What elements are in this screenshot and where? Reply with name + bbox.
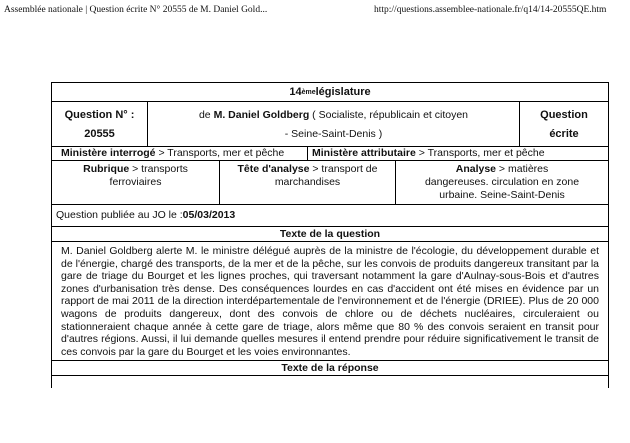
publication-row xyxy=(52,205,608,227)
page-header xyxy=(0,0,630,22)
analyse-label: Analyse xyxy=(455,163,497,175)
question-type-line2: écrite xyxy=(549,128,579,140)
legislature-row xyxy=(52,83,608,102)
ministere-interroge-value: > Transports, mer et pêche xyxy=(155,147,285,159)
question-author-cell xyxy=(148,102,520,146)
tete-analyse-label: Tête d'analyse xyxy=(237,163,310,175)
legislature-number: 14 xyxy=(289,86,302,98)
tete-analyse-value-2: marchandises xyxy=(274,176,341,188)
classification-row xyxy=(52,161,608,205)
analyse-value-1: > matières xyxy=(496,163,549,175)
question-number-cell xyxy=(52,102,148,146)
rubrique-value-1: > transports xyxy=(129,163,188,175)
tete-analyse-cell xyxy=(220,161,396,204)
question-document xyxy=(51,82,609,388)
ministere-attributaire xyxy=(308,147,608,160)
rubrique-cell xyxy=(52,161,220,204)
legislature-suffix: ème xyxy=(301,88,316,96)
author-name: M. Daniel Goldberg xyxy=(213,109,310,121)
ministries-row xyxy=(52,147,608,161)
ministere-attributaire-value: > Transports, mer et pêche xyxy=(415,147,545,159)
rubrique-value-2: ferroviaires xyxy=(109,176,162,188)
legislature-label: législature xyxy=(315,86,371,98)
response-body xyxy=(52,376,608,388)
question-number: 20555 xyxy=(84,128,115,140)
author-department: - Seine-Saint-Denis ) xyxy=(284,128,383,140)
author-prefix: de xyxy=(198,109,214,121)
ministere-interroge xyxy=(52,147,308,160)
question-number-label: Question N° : xyxy=(64,109,135,121)
tete-analyse-value-1: > transport de xyxy=(309,163,378,175)
question-type-line1: Question xyxy=(540,109,588,121)
page-header-url: http://questions.assemblee-nationale.fr/q14/14-20555QE.htm xyxy=(374,5,607,15)
publication-label: Question publiée au JO le : xyxy=(56,209,183,221)
response-heading: Texte de la réponse xyxy=(52,361,608,376)
analyse-value-2: dangereuses. circulation en zone xyxy=(424,176,580,188)
rubrique-label: Rubrique xyxy=(83,163,130,175)
publication-date: 05/03/2013 xyxy=(182,209,236,221)
question-text-heading: Texte de la question xyxy=(52,227,608,242)
question-table xyxy=(51,82,609,388)
page-header-title: Assemblée nationale | Question écrite N° 20555 de M. Daniel Gold... xyxy=(4,5,268,15)
ministere-attributaire-label: Ministère attributaire xyxy=(312,147,416,159)
question-row xyxy=(52,102,608,147)
author-affiliation: ( Socialiste, républicain et citoyen xyxy=(309,109,469,121)
analyse-cell xyxy=(396,161,608,204)
question-text-body: M. Daniel Goldberg alerte M. le ministre délégué auprès de la ministre de l'écologie, du développement durable et de l'énergie, chargé des transports, de la mer et de la pêche, sur les convois de produits dangereux transitant par la gare de triage du Bourget et les lignes proches, qui traversant notamment la gare d'Aulnay-sous-Bois et d'autres zones d'urbanisation très dense. Des conséquences lourdes en cas d'accident ont été mises en évidence par un rapport de mai 2011 de la direction interdépartementale de l'environnement et de l'énergie (DRIEE). Plus de 20 000 wagons de produits dangereux, dont des convois de chlore ou de déchets nucléaires, circuleraient ou stationneraient chaque année à cette gare de triage, alors même que 80 % des convois seraient en transit pour d'autres régions. Aussi, il lui demande quelles mesures il entend prendre pour réduire significativement le transit de ces convois par la gare du Bourget et les voies environnantes. xyxy=(52,242,608,361)
question-type-cell xyxy=(520,102,608,146)
ministere-interroge-label: Ministère interrogé xyxy=(61,147,156,159)
analyse-value-3: urbaine. Seine-Saint-Denis xyxy=(439,189,565,201)
